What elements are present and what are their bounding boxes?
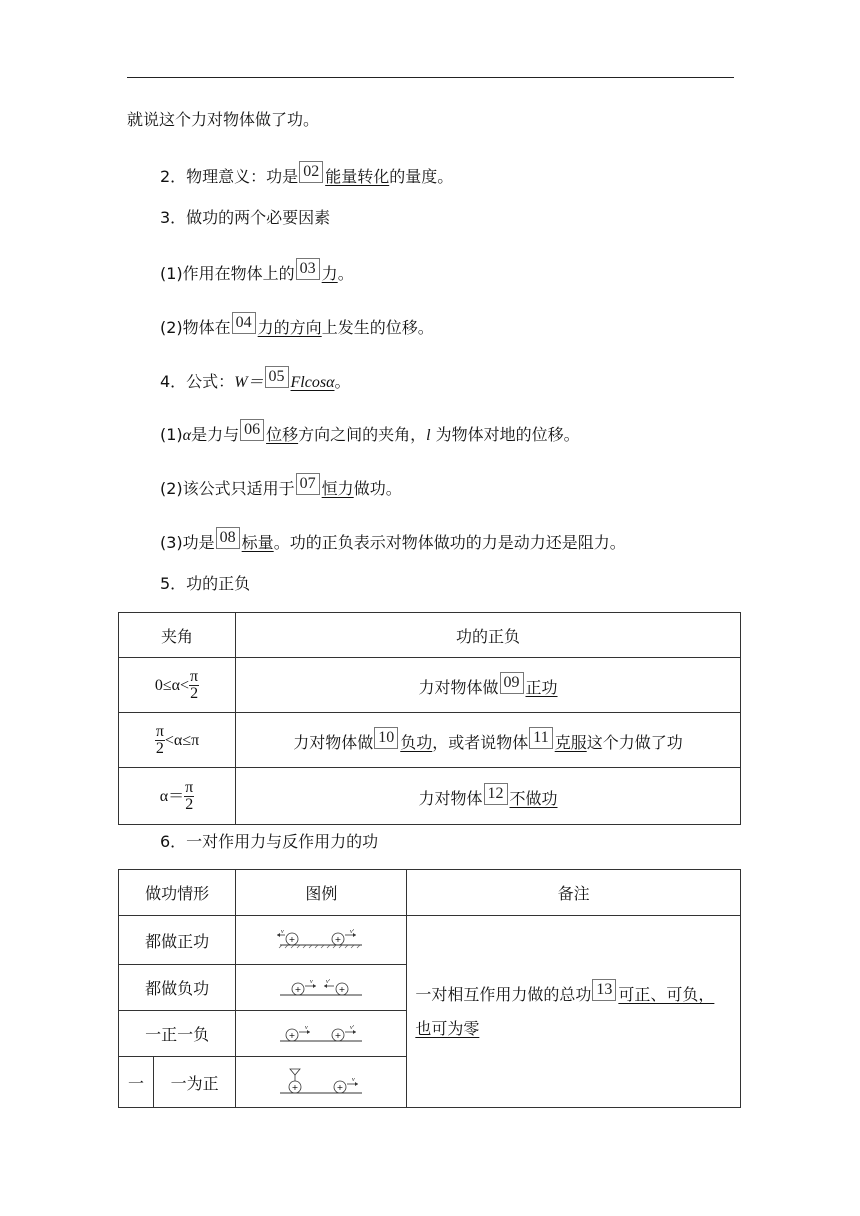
cell-text: 力对物体做: [418, 678, 499, 697]
answer-number: 03: [296, 258, 320, 280]
sign-cell: [236, 713, 741, 768]
item-f2: [160, 473, 402, 501]
svg-text:v′: v′: [350, 929, 355, 935]
svg-text:v: v: [281, 929, 285, 935]
svg-text:+: +: [288, 935, 296, 944]
note-cell: [407, 916, 741, 1108]
header-rule: [127, 77, 734, 78]
answer-number-2: 11: [529, 727, 552, 749]
tail: 的量度。: [389, 167, 454, 186]
tail-a: 方向之间的夹角，: [298, 425, 427, 444]
answer: 能量转化: [325, 167, 390, 186]
answer-number: 12: [484, 783, 508, 805]
answer-number: 09: [500, 672, 524, 694]
tail: 。功的正负表示对物体做功的力是动力还是阻力。: [273, 533, 626, 552]
header-note: 备注: [407, 870, 741, 916]
label: (2)物体在: [160, 318, 231, 337]
label: 2．物理意义：功是: [160, 167, 299, 186]
frac-num: π: [155, 722, 164, 740]
answer-cont: 也可为零: [415, 1018, 480, 1038]
frac-num: π: [190, 667, 199, 685]
tail-b: 为物体对地的位移。: [430, 425, 580, 444]
diagram-both-negative: [276, 977, 366, 999]
cell-text-mid: ，或者说物体: [432, 733, 529, 752]
tail: 上发生的位移。: [321, 318, 434, 337]
cell-tail: 这个力做了功: [586, 733, 683, 752]
factors-title: 3．做功的两个必要因素: [160, 208, 331, 227]
angle-cell: [119, 713, 236, 768]
fraction: [189, 669, 199, 702]
tail: 。: [334, 372, 351, 391]
answer: 负功: [400, 733, 433, 752]
svg-text:+: +: [288, 1030, 296, 1040]
answer: 恒力: [321, 479, 354, 498]
fraction: [155, 724, 165, 757]
answer-number: 13: [592, 979, 616, 1001]
label-a: (1): [160, 425, 183, 444]
case-cell-left: 一: [119, 1057, 154, 1108]
table-header-row: [119, 613, 741, 658]
svg-text:v: v: [352, 1077, 356, 1083]
item-formula: [160, 366, 351, 395]
item-factor1: [160, 258, 354, 286]
work-sign-table: [118, 612, 741, 825]
case-cell: 都做负功: [119, 965, 236, 1011]
answer: 标量: [241, 533, 274, 552]
answer-number: 04: [232, 312, 256, 334]
diagram-both-positive: [276, 929, 366, 951]
diagram-one-positive: [276, 1067, 366, 1097]
item-meaning: [160, 161, 453, 189]
angle-cell: [119, 658, 236, 713]
svg-text:v′: v′: [350, 1024, 355, 1031]
action-reaction-table: [118, 869, 741, 1108]
item-factor2: [160, 312, 434, 340]
answer-number: 08: [216, 527, 240, 549]
label: (2)该公式只适用于: [160, 479, 295, 498]
label: 4．公式：: [160, 372, 235, 391]
answer-number: 02: [299, 161, 323, 183]
frac-den: 2: [190, 684, 199, 702]
item-f3: [160, 527, 626, 555]
svg-text:+: +: [334, 1030, 342, 1040]
alpha: α: [182, 427, 192, 444]
table-row: [119, 768, 741, 825]
cell-text: 力对物体做: [293, 733, 374, 752]
frac-num: π: [185, 778, 194, 796]
svg-text:v′: v′: [326, 978, 331, 985]
case-cell: 一正一负: [119, 1011, 236, 1057]
note-text: 一对相互作用力做的总功: [415, 984, 592, 1004]
tail: 。: [337, 264, 354, 283]
case-cell-right: 一为正: [154, 1057, 236, 1108]
frac-den: 2: [185, 795, 194, 813]
angle-pre: 0≤α<: [154, 676, 190, 694]
cell-text: 力对物体: [418, 789, 483, 808]
answer: Flcosα: [290, 374, 335, 391]
label: (1)作用在物体上的: [160, 264, 295, 283]
svg-text:v: v: [305, 1024, 309, 1031]
fraction: [184, 780, 194, 813]
header-case: 做功情形: [119, 870, 236, 916]
answer-2: 克服: [554, 733, 587, 752]
header-figure: 图例: [236, 870, 407, 916]
header-sign: 功的正负: [236, 613, 741, 658]
item-f1: [160, 419, 580, 448]
figure-cell: [236, 1011, 407, 1057]
frac-den: 2: [155, 739, 164, 757]
case-cell: 都做正功: [119, 916, 236, 965]
svg-text:+: +: [294, 984, 302, 994]
intro-text: 就说这个力对物体做了功。: [127, 110, 320, 129]
svg-text:+: +: [338, 984, 346, 994]
answer: 力: [321, 264, 338, 283]
table-row: [119, 658, 741, 713]
tail: 做功。: [353, 479, 402, 498]
label-b: 是力与: [191, 425, 240, 444]
header-angle: 夹角: [119, 613, 236, 658]
figure-cell: [236, 965, 407, 1011]
figure-cell: [236, 1057, 407, 1108]
answer: 可正、可负，: [618, 984, 715, 1004]
svg-text:v: v: [310, 978, 314, 985]
answer-number: 10: [374, 727, 398, 749]
answer: 位移: [266, 425, 299, 444]
answer: 正功: [525, 678, 558, 697]
figure-cell: [236, 916, 407, 965]
table-row: [119, 713, 741, 768]
angle-pre: α＝: [159, 787, 185, 805]
angle-post: <α≤π: [164, 731, 200, 749]
svg-text:+: +: [336, 1083, 344, 1092]
answer-number: 06: [240, 419, 264, 441]
formula-lhs: W＝: [234, 374, 264, 391]
sign-title: 5．功的正负: [160, 574, 251, 593]
table-row: [119, 916, 741, 965]
answer: 不做功: [509, 789, 558, 808]
diagram-one-positive-one-negative: [276, 1023, 366, 1045]
pair-title: 6．一对作用力与反作用力的功: [160, 832, 379, 851]
sign-cell: [236, 768, 741, 825]
sign-cell: [236, 658, 741, 713]
answer: 力的方向: [257, 318, 322, 337]
answer-number: 07: [296, 473, 320, 495]
answer-number: 05: [265, 366, 289, 388]
svg-text:+: +: [291, 1083, 299, 1092]
label: (3)功是: [160, 533, 215, 552]
l-symbol: l: [426, 427, 431, 444]
svg-text:+: +: [334, 935, 342, 944]
angle-cell: [119, 768, 236, 825]
table-header-row: [119, 870, 741, 916]
